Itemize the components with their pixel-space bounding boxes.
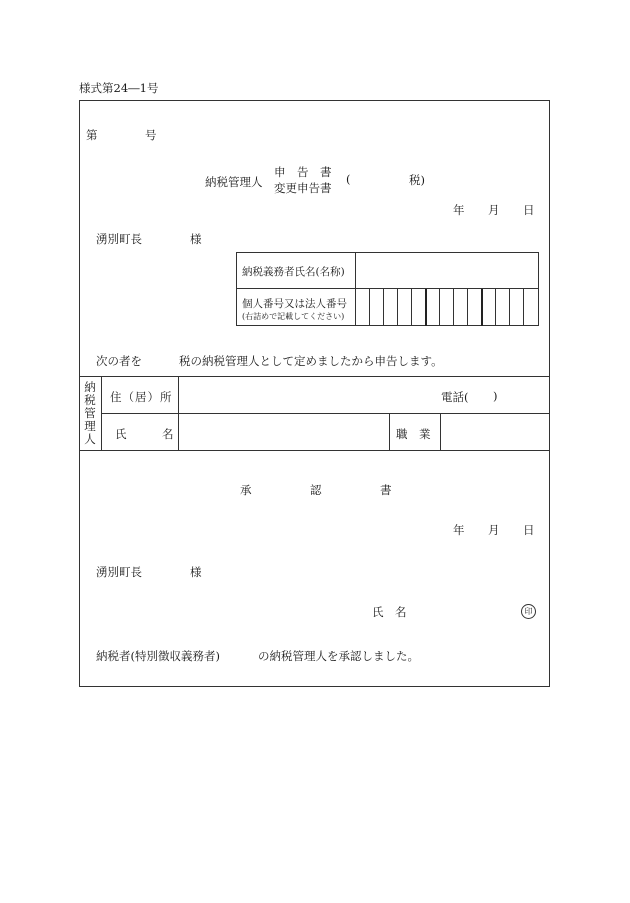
job-label: 職 業 (396, 427, 431, 441)
form-number: 様式第24―1号 (79, 81, 159, 95)
address-field[interactable] (179, 377, 437, 412)
job-field[interactable] (441, 414, 549, 449)
phone-field[interactable] (473, 377, 493, 412)
number-label: 個人番号又は法人番号 (242, 298, 347, 310)
addressee: 湧別町長 (96, 232, 142, 246)
manager-side-label: 納 税 管 理 人 (84, 380, 96, 446)
approval-name-label: 氏 名 (372, 605, 407, 619)
approval-title-2: 認 (310, 483, 322, 497)
title-prefix: 納税管理人 (205, 175, 263, 189)
approval-taxpayer-label: 納税者(特別徴収義務者) (96, 649, 220, 663)
taxpayer-name-field[interactable] (355, 252, 538, 288)
number-digit-cells[interactable] (355, 289, 538, 326)
declaration-text: 税の納税管理人として定めましたから申告します。 (179, 354, 443, 368)
dai-label: 第 (86, 128, 98, 142)
approval-date-day: 日 (523, 523, 535, 537)
tax-suffix: 税) (409, 173, 425, 187)
approval-date-month: 月 (488, 523, 500, 537)
approval-addressee-sama: 様 (190, 565, 202, 579)
taxpayer-name-label: 納税義務者氏名(名称) (242, 266, 345, 278)
seal-mark: 印 (521, 604, 536, 619)
approval-title-3: 書 (380, 483, 392, 497)
tax-paren-open: ( (346, 172, 351, 186)
date-year: 年 (453, 203, 465, 217)
go-label: 号 (145, 128, 157, 142)
title-shinkokusho: 申 告 書 (274, 165, 332, 179)
declaration-prefix: 次の者を (96, 354, 142, 368)
manager-name-label-1: 氏 (115, 427, 127, 441)
date-month: 月 (488, 203, 500, 217)
approval-addressee: 湧別町長 (96, 565, 142, 579)
addressee-sama: 様 (190, 232, 202, 246)
number-note: (右詰めで記載してください) (242, 312, 345, 321)
approval-title-1: 承 (240, 483, 252, 497)
date-day: 日 (523, 203, 535, 217)
address-label: 住（居）所 (110, 390, 173, 404)
phone-label: 電話( (441, 390, 469, 404)
approval-text: の納税管理人を承認しました。 (258, 649, 419, 663)
manager-name-label-2: 名 (162, 427, 174, 441)
title-henkoshinkokusho: 変更申告書 (274, 181, 332, 195)
phone-close: ) (493, 389, 498, 403)
manager-name-field[interactable] (179, 414, 388, 449)
approval-date-year: 年 (453, 523, 465, 537)
